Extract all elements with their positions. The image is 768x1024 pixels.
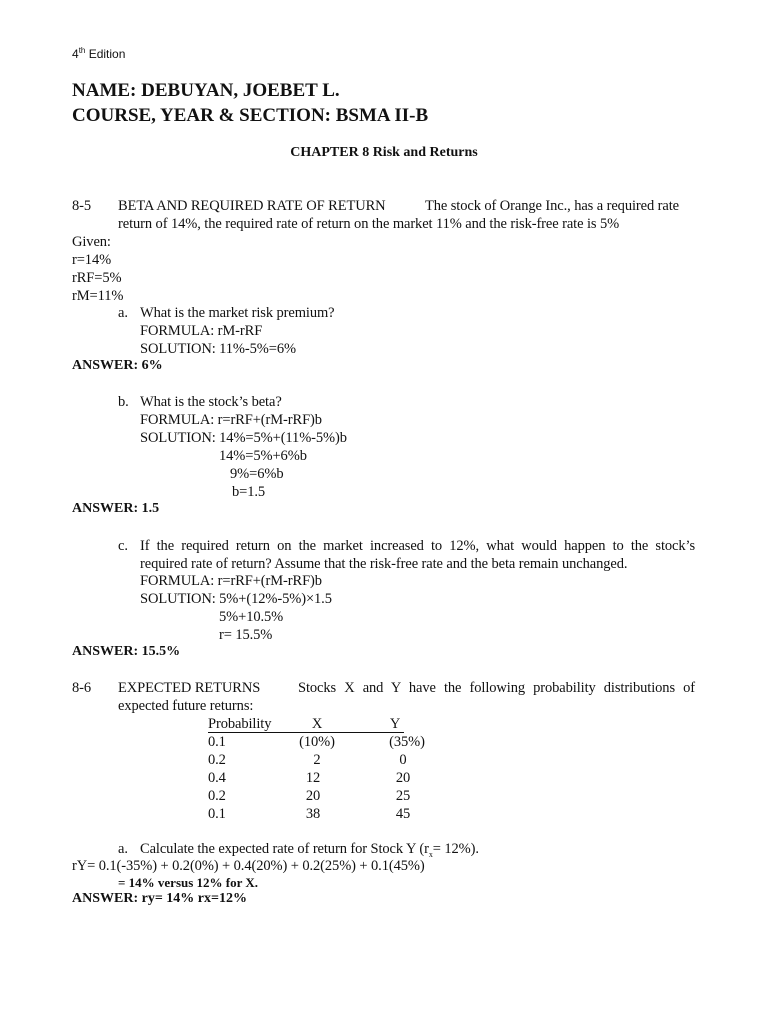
part-letter: c. [118,538,128,554]
table-cell: 0.1 [208,734,226,750]
table-cell: 20 [395,770,411,786]
table-cell: 0.2 [208,788,226,804]
solution-step: b=1.5 [232,484,266,500]
formula-line: FORMULA: r=rRF+(rM-rRF)b [140,573,322,589]
table-cell: 25 [395,788,411,804]
table-cell: (10%) [299,734,335,750]
part-question: What is the stock’s beta? [140,394,282,410]
part-question-line2: required rate of return? Assume that the risk-free rate and the beta remain unchanged. [140,556,628,572]
given-value: r=14% [72,252,112,268]
problem-intro-line2: return of 14%, the required rate of return on the market 11% and the risk-free rate is 5% [118,216,620,232]
result-line: = 14% versus 12% for X. [118,875,259,890]
problem-heading: EXPECTED RETURNS [118,680,261,696]
formula-line: FORMULA: r=rRF+(rM-rRF)b [140,412,322,428]
solution-step: 9%=6%b [230,466,284,482]
part-letter: a. [118,305,128,321]
part-letter: b. [118,394,129,410]
answer-line: ANSWER: 6% [72,358,163,373]
given-value: rM=11% [72,288,124,304]
table-cell: 0.1 [208,806,226,822]
work-line: rY= 0.1(-35%) + 0.2(0%) + 0.4(20%) + 0.2(25%) + 0.1(45%) [72,858,425,874]
solution-step: r= 15.5% [219,627,273,643]
problem-heading: BETA AND REQUIRED RATE OF RETURN [118,198,386,214]
table-cell: 20 [305,788,321,804]
table-header: Y [389,716,401,732]
part-question: What is the market risk premium? [140,305,335,321]
chapter-heading: CHAPTER 8 Risk and Returns [290,145,478,160]
table-cell: 0.2 [208,752,226,768]
solution-step: 14%=5%+6%b [219,448,307,464]
given-value: rRF=5% [72,270,122,286]
table-cell: (35%) [389,734,425,750]
solution-line: SOLUTION: 11%-5%=6% [140,341,296,357]
solution-line: SOLUTION: 14%=5%+(11%-5%)b [140,430,347,446]
part-letter: a. [118,841,128,857]
formula-line: FORMULA: rM-rRF [140,323,263,339]
answer-line: ANSWER: 1.5 [72,501,160,516]
part-question: Calculate the expected rate of return for Stock Y $(r_x= 12\%)$. [140,841,479,859]
table-cell: 0.4 [208,770,226,786]
problem-number: 8-5 [72,198,92,214]
table-cell: 45 [395,806,411,822]
table-cell: 12 [305,770,321,786]
table-header: Probability [208,716,272,732]
table-cell: 0 [399,752,407,768]
solution-line: SOLUTION: 5%+(12%-5%)×1.5 [140,591,332,607]
table-header: X [311,716,323,732]
problem-number: 8-6 [72,680,92,696]
course-section: COURSE, YEAR & SECTION: BSMA II-B [72,105,429,126]
student-name: NAME: DEBUYAN, JOEBET L. [72,80,340,101]
problem-intro-line1: The stock of Orange Inc., has a required rate [425,198,679,214]
table-cell: 2 [313,752,321,768]
solution-step: 5%+10.5% [219,609,284,625]
edition-label: 4th Edition [72,46,126,61]
answer-line: ANSWER: ry= 14% rx=12% [72,891,247,906]
given-label: Given: [72,234,111,250]
problem-intro-line2: expected future returns: [118,698,254,714]
part-question-line1: If the required return on the market increased to 12%, what would happen to the stock’s [140,538,695,554]
problem-intro-line1: Stocks X and Y have the following probability distributions of [298,680,695,696]
answer-line: ANSWER: 15.5% [72,644,181,659]
table-cell: 38 [305,806,321,822]
